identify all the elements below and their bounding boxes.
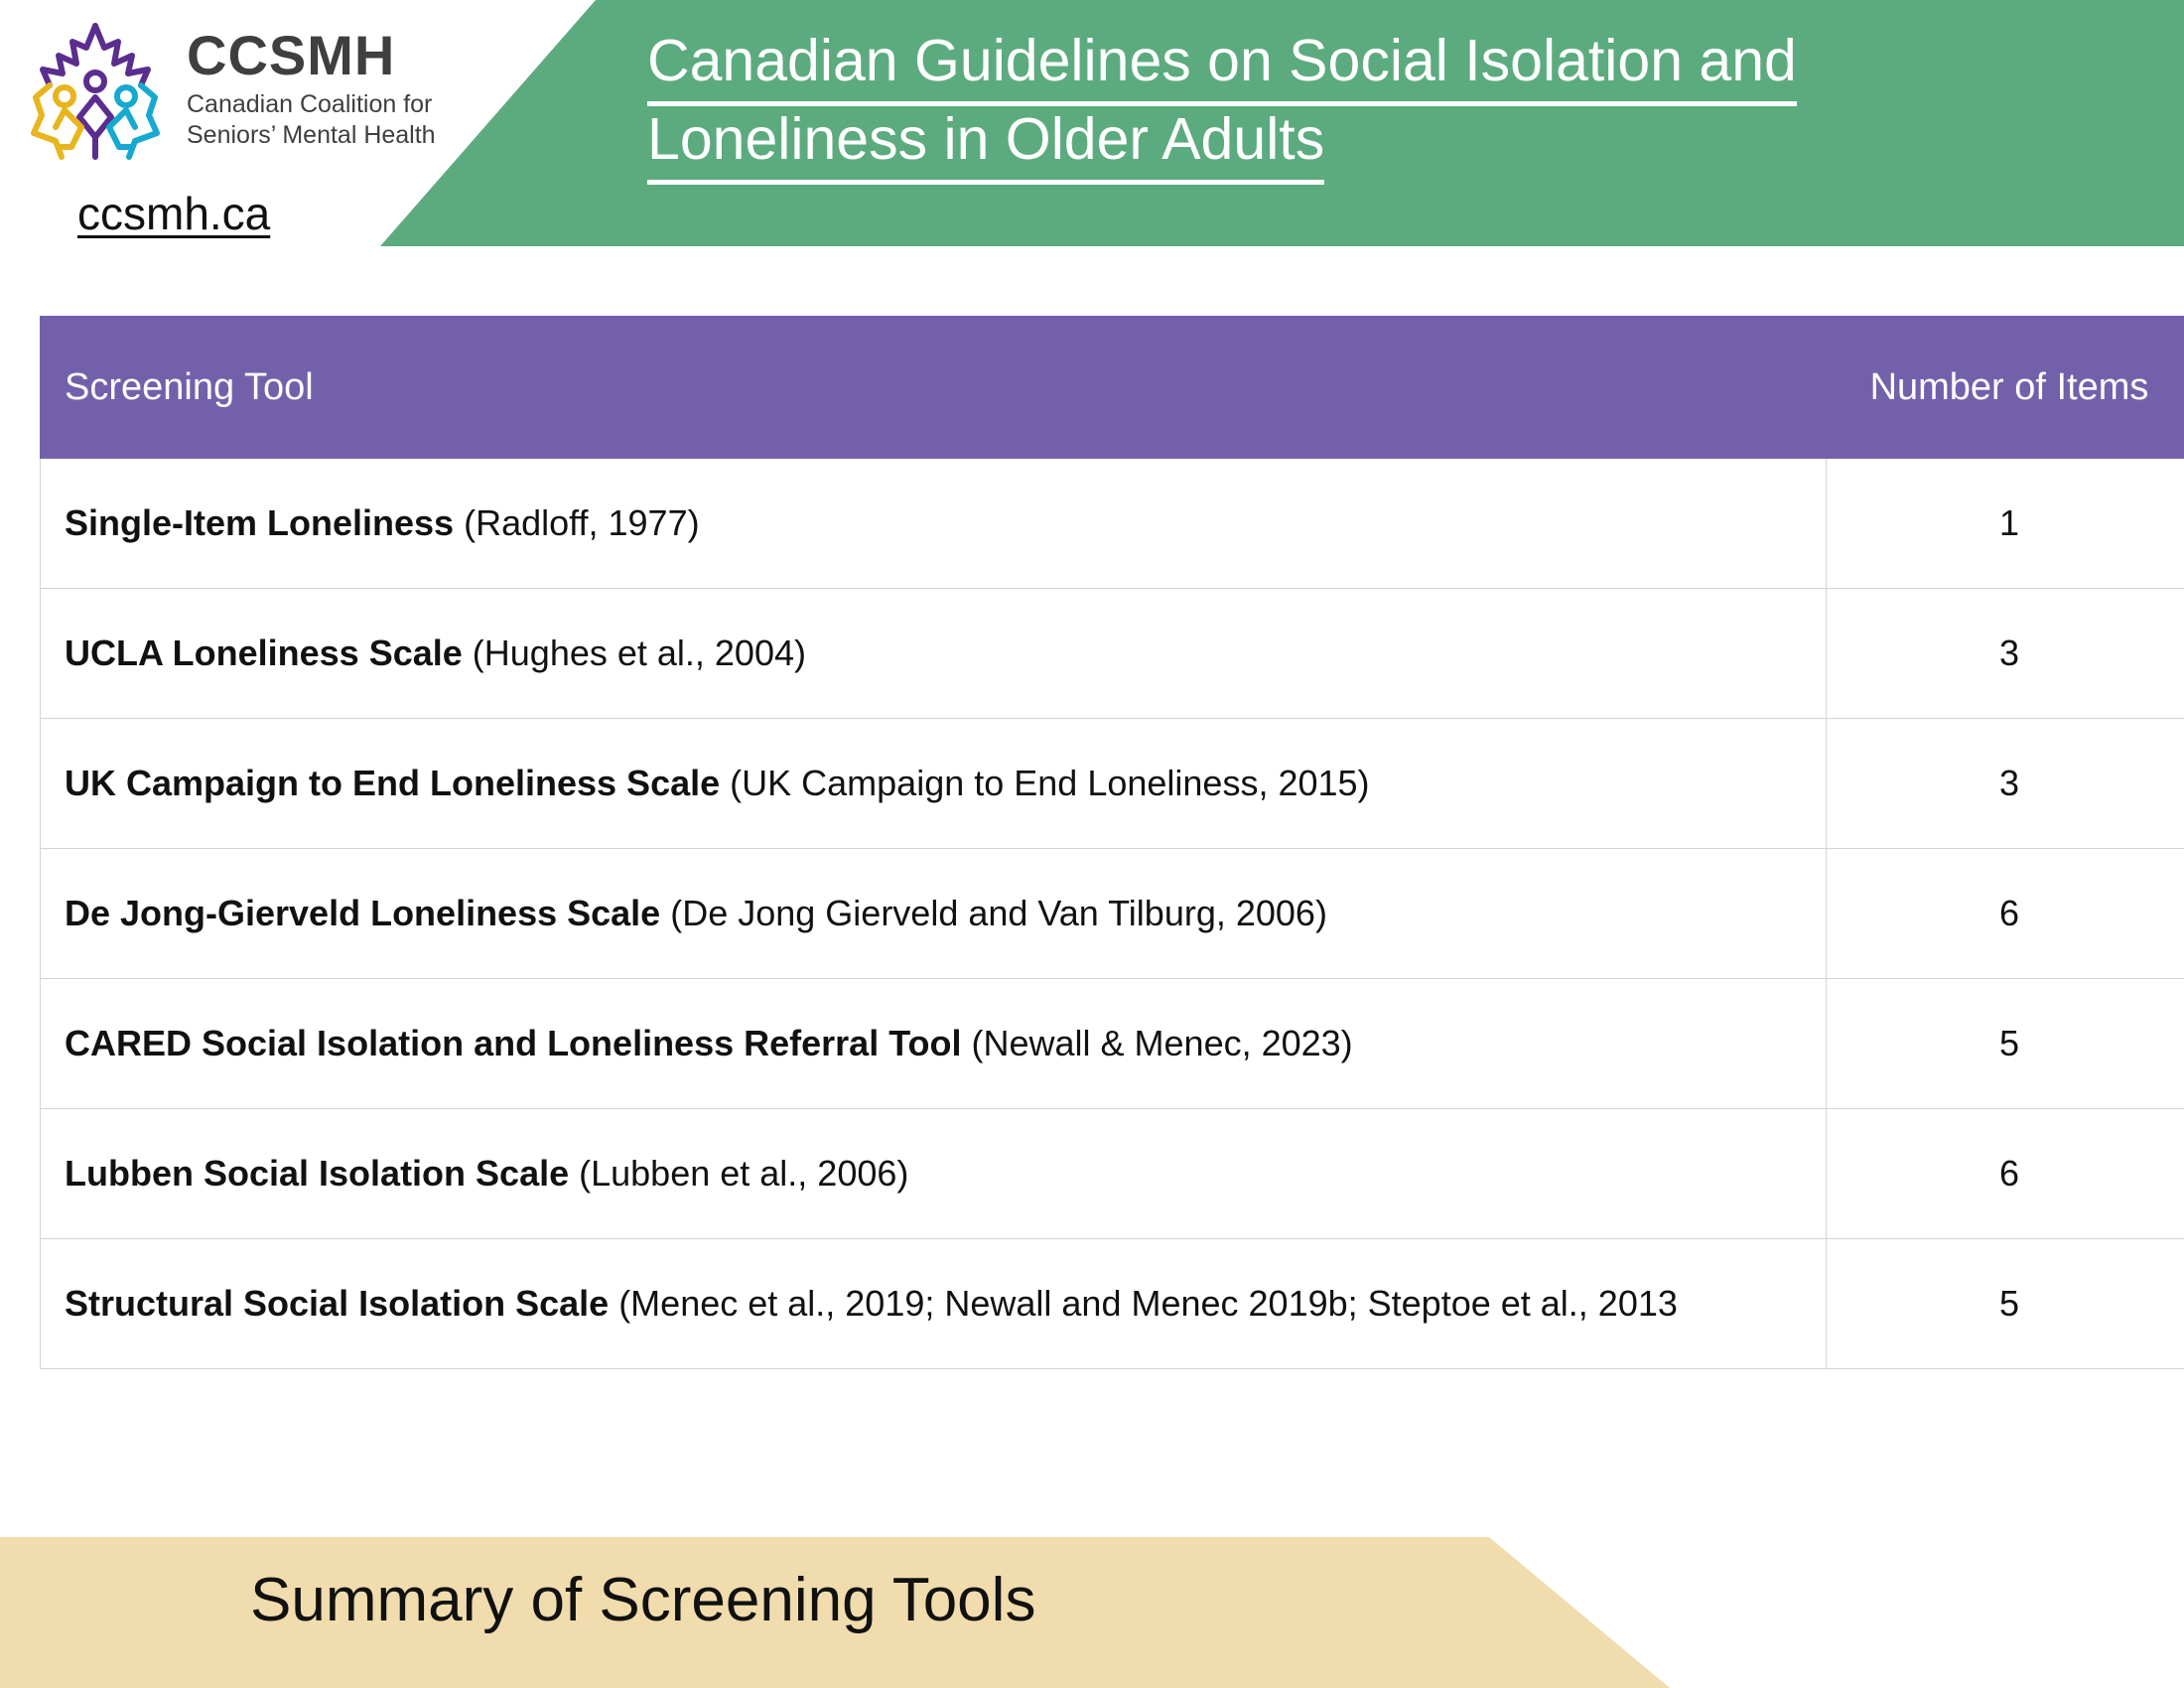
table-row (41, 979, 2184, 1109)
ccsmh-website-link[interactable]: ccsmh.ca (77, 188, 271, 239)
slide-header (0, 0, 2184, 246)
table-row (41, 589, 2184, 719)
tool-citation: (Menec et al., 2019; Newall and Menec 2019b; Steptoe et al., 2013 (609, 1283, 1678, 1325)
tool-name: UK Campaign to End Loneliness Scale (65, 763, 721, 804)
table-row (41, 719, 2184, 849)
cell-number-of-items: 5 (1827, 979, 2184, 1109)
tool-citation: (Radloff, 1977) (454, 502, 700, 544)
cell-screening-tool (41, 459, 1827, 589)
tool-name: Structural Social Isolation Scale (65, 1283, 610, 1325)
page-title (647, 22, 2057, 179)
ccsmh-subtitle-line1: Canadian Coalition for (187, 90, 433, 118)
table-header-row (41, 317, 2184, 459)
footer-title: Summary of Screening Tools (250, 1566, 1036, 1634)
tool-name: CARED Social Isolation and Loneliness Referral Tool (65, 1023, 962, 1064)
ccsmh-wordmark (187, 24, 465, 150)
page-title-line1: Canadian Guidelines on Social Isolation and (647, 28, 1797, 106)
tool-name: De Jong-Gierveld Loneliness Scale (65, 893, 661, 934)
page-title-line2: Loneliness in Older Adults (647, 106, 1324, 185)
screening-tools-table (40, 316, 2184, 1369)
cell-screening-tool (41, 1239, 1827, 1369)
cell-number-of-items: 5 (1827, 1239, 2184, 1369)
cell-number-of-items: 3 (1827, 719, 2184, 849)
cell-screening-tool (41, 589, 1827, 719)
column-header-screening-tool: Screening Tool (41, 317, 1827, 459)
slide-footer (0, 1537, 2184, 1688)
table-row (41, 1109, 2184, 1239)
table-row (41, 459, 2184, 589)
ccsmh-subtitle-line2: Seniors’ Mental Health (187, 120, 436, 149)
table-body (41, 459, 2184, 1369)
tool-citation: (Newall & Menec, 2023) (961, 1023, 1353, 1064)
cell-number-of-items: 6 (1827, 849, 2184, 979)
tool-citation: (Hughes et al., 2004) (462, 633, 806, 674)
ccsmh-logo-block (0, 0, 596, 246)
maple-leaf-with-people-icon (16, 16, 175, 165)
cell-screening-tool (41, 1109, 1827, 1239)
tool-name: UCLA Loneliness Scale (65, 633, 463, 674)
cell-number-of-items: 6 (1827, 1109, 2184, 1239)
table-head (41, 317, 2184, 459)
column-header-number-of-items: Number of Items (1827, 317, 2184, 459)
tool-citation: (De Jong Gierveld and Van Tilburg, 2006) (660, 893, 1327, 934)
screening-tools-table-container (40, 316, 2149, 1369)
cell-screening-tool (41, 849, 1827, 979)
tool-name: Single-Item Loneliness (65, 502, 455, 544)
table-row (41, 849, 2184, 979)
table-row (41, 1239, 2184, 1369)
cell-number-of-items: 3 (1827, 589, 2184, 719)
ccsmh-acronym: CCSMH (187, 24, 396, 86)
tool-name: Lubben Social Isolation Scale (65, 1153, 570, 1195)
tool-citation: (Lubben et al., 2006) (569, 1153, 909, 1195)
cell-number-of-items: 1 (1827, 459, 2184, 589)
cell-screening-tool (41, 979, 1827, 1109)
tool-citation: (UK Campaign to End Loneliness, 2015) (720, 763, 1370, 804)
cell-screening-tool (41, 719, 1827, 849)
